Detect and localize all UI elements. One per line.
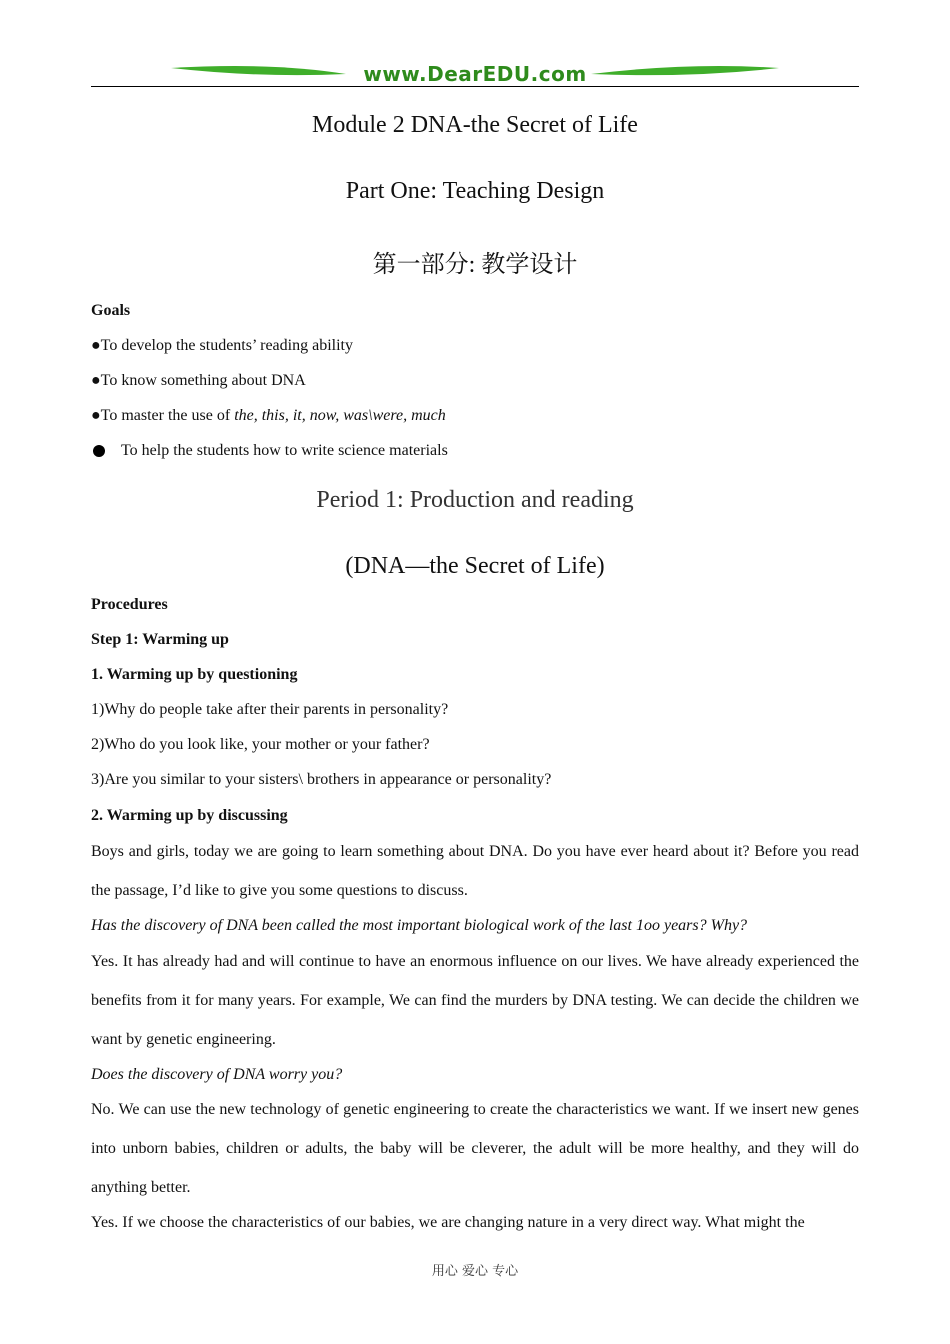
site-logo-text: www.DearEDU.com: [363, 62, 587, 86]
bullet-icon: ●: [91, 407, 101, 424]
goal-item: To help the students how to write science materials: [91, 441, 859, 461]
header-rule: [91, 86, 859, 87]
discussion-question: Does the discovery of DNA worry you?: [91, 1066, 343, 1083]
goal-item: ●To master the use of the, this, it, now, was\were, much: [91, 407, 446, 424]
period-subtitle: (DNA—the Secret of Life): [345, 553, 605, 579]
page-footer: 用心 爱心 专心: [431, 1264, 519, 1279]
goals-heading: Goals: [91, 302, 131, 319]
intro-paragraph: Boys and girls, today we are going to learn something about DNA. Do you have ever heard about it? Before you read the passage, I’d like to give you some questions to discuss.: [91, 843, 859, 899]
procedures-heading: Procedures: [91, 596, 168, 613]
step-heading: Step 1: Warming up: [91, 631, 229, 648]
part-title: Part One: Teaching Design: [345, 178, 605, 204]
answer-paragraph: Yes. If we choose the characteristics of our babies, we are changing nature in a very direct way. What might the: [91, 1214, 805, 1231]
goal-item: ●To know something about DNA: [91, 372, 306, 389]
bullet-icon: ●: [91, 337, 101, 354]
period-title: Period 1: Production and reading: [316, 487, 634, 513]
question-item: 2)Who do you look like, your mother or your father?: [91, 736, 430, 753]
module-title: Module 2 DNA-the Secret of Life: [312, 112, 638, 138]
part-title-chinese: 第一部分: 教学设计: [372, 252, 578, 278]
bullet-icon: ●: [91, 372, 101, 389]
page-header: [91, 60, 859, 90]
question-item: 1)Why do people take after their parents in personality?: [91, 701, 449, 718]
goal-item: ●To develop the students’ reading ability: [91, 337, 353, 354]
sub-heading: 2. Warming up by discussing: [91, 807, 288, 824]
answer-paragraph: Yes. It has already had and will continue to have an enormous influence on our lives. We have already experienced the benefits from it for many years. For example, We can find the murders by DNA testing. We can decide the children we want by genetic engineering.: [91, 953, 859, 1048]
answer-paragraph: No. We can use the new technology of genetic engineering to create the characteristics we want. If we insert new genes into unborn babies, children or adults, the baby will be cleverer, the adult will be more healthy, and they will do anything better.: [91, 1101, 859, 1196]
bullet-icon: [93, 445, 105, 457]
question-item: 3)Are you similar to your sisters\ brothers in appearance or personality?: [91, 771, 552, 788]
discussion-question: Has the discovery of DNA been called the most important biological work of the last 1oo years? Why?: [91, 917, 748, 934]
sub-heading: 1. Warming up by questioning: [91, 666, 298, 683]
